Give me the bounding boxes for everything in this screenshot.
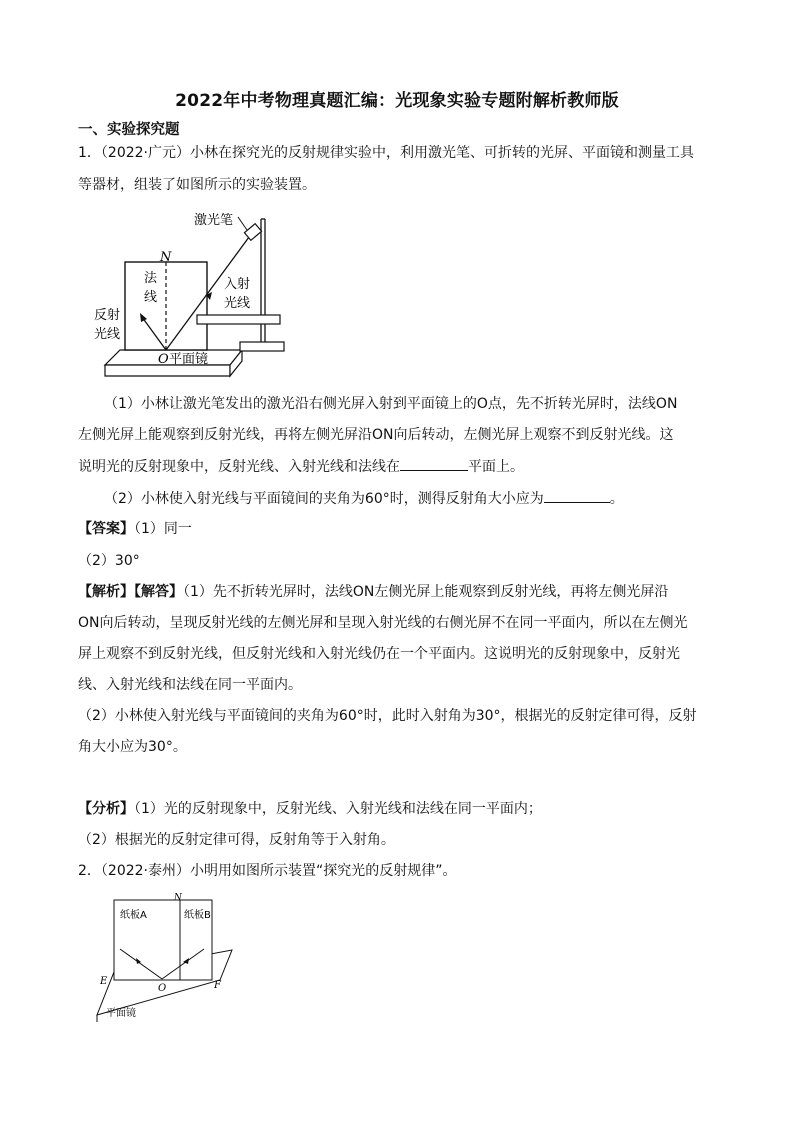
q2-label-N: N bbox=[174, 893, 182, 903]
q1-answer-line-2: （2）30° bbox=[78, 553, 140, 569]
q2-label-mirror: 平面镜 bbox=[106, 1008, 136, 1019]
q1-part1-line-3-text: 说明光的反射现象中，反射光线、入射光线和法线在 bbox=[78, 459, 400, 475]
q2-label-board-B: 纸板B bbox=[184, 910, 211, 921]
fenxi-label: 【分析】 bbox=[78, 801, 134, 817]
analysis-text-1: （1）先不折转光屏时，法线ON左侧光屏上能观察到反射光线，再将左侧光屏沿 bbox=[183, 584, 669, 600]
q1-part2 bbox=[104, 488, 624, 509]
q1-label-incident-1: 入射 bbox=[224, 277, 251, 292]
q1-part1-line-3 bbox=[78, 456, 524, 477]
q1-label-laser: 激光笔 bbox=[194, 213, 234, 228]
q1-part1-line-1: （1）小林让激光笔发出的激光沿右侧光屏入射到平面镜上的O点，先不折转光屏时，法线ON bbox=[104, 396, 678, 412]
q1-laser-pen bbox=[244, 224, 261, 241]
q1-part1-line-3-end: 平面上。 bbox=[468, 459, 524, 475]
q1-label-reflected-2: 光线 bbox=[94, 327, 121, 342]
q1-label-normal-1: 法 bbox=[144, 271, 158, 286]
q1-analysis-line-1 bbox=[78, 582, 668, 602]
q1-stand-base bbox=[240, 342, 284, 351]
q1-part2-text: （2）小林使入射光线与平面镜间的夹角为60°时，测得反射角大小应为 bbox=[104, 491, 544, 507]
fenxi-text-1: （1）光的反射现象中，反射光线、入射光线和法线在同一平面内； bbox=[134, 801, 542, 817]
q2-label-F: F bbox=[214, 980, 221, 991]
q1-part2-end: 。 bbox=[609, 491, 624, 507]
q1-analysis-line-3: 屏上观察不到反射光线，但反射光线和入射光线仍在一个平面内。这说明光的反射现象中，反射光 bbox=[78, 646, 680, 662]
q1-part1-line-2: 左侧光屏上能观察到反射光线，再将左侧光屏沿ON向后转动，左侧光屏上观察不到反射光线。这 bbox=[78, 427, 674, 443]
q2-label-E: E bbox=[100, 976, 108, 987]
answer-blank-1[interactable] bbox=[400, 456, 468, 471]
q1-analysis-line-4: 线、入射光线和法线在同一平面内。 bbox=[78, 677, 302, 693]
answer-label: 【答案】 bbox=[78, 521, 134, 537]
q1-fenxi-line-1 bbox=[78, 799, 542, 819]
q1-clamp bbox=[197, 315, 280, 324]
q1-label-N: N bbox=[160, 250, 172, 265]
section-heading: 一、实验探究题 bbox=[78, 122, 180, 138]
q2-label-board-A: 纸板A bbox=[120, 910, 147, 921]
q1-analysis-line-5: （2）小林使入射光线与平面镜间的夹角为60°时，此时入射角为30°，根据光的反射定律可得，反射 bbox=[78, 708, 697, 724]
page-title: 2022年中考物理真题汇编：光现象实验专题附解析教师版 bbox=[175, 91, 619, 111]
answer-blank-2[interactable] bbox=[544, 488, 610, 503]
q2-stem: 2．（2022·泰州）小明用如图所示装置“探究光的反射规律”。 bbox=[78, 863, 457, 879]
q1-figure bbox=[94, 205, 290, 383]
q1-label-mirror: 平面镜 bbox=[169, 352, 209, 367]
q1-label-O: O bbox=[158, 352, 169, 367]
q1-label-normal-2: 线 bbox=[144, 290, 158, 305]
q2-label-O: O bbox=[158, 983, 167, 994]
q2-figure bbox=[92, 892, 252, 1026]
q1-analysis-line-6: 角大小应为30°。 bbox=[78, 739, 187, 755]
q1-stem-line-1: 1．（2022·广元）小林在探究光的反射规律实验中，利用激光笔、可折转的光屏、平面镜和测量工具 bbox=[78, 145, 694, 161]
q1-stem-line-2: 等器材，组装了如图所示的实验装置。 bbox=[78, 177, 316, 193]
q1-label-reflected-1: 反射 bbox=[94, 308, 121, 323]
analysis-label: 【解析】【解答】 bbox=[78, 584, 183, 600]
q1-label-incident-2: 光线 bbox=[224, 296, 251, 311]
q1-answer-line-1 bbox=[78, 519, 192, 539]
q1-fenxi-line-2: （2）根据光的反射定律可得，反射角等于入射角。 bbox=[78, 832, 395, 848]
answer-1: （1）同一 bbox=[134, 521, 192, 537]
q1-analysis-line-2: ON向后转动，呈现反射光线的左侧光屏和呈现入射光线的右侧光屏不在同一平面内，所以在左侧光 bbox=[78, 615, 688, 631]
